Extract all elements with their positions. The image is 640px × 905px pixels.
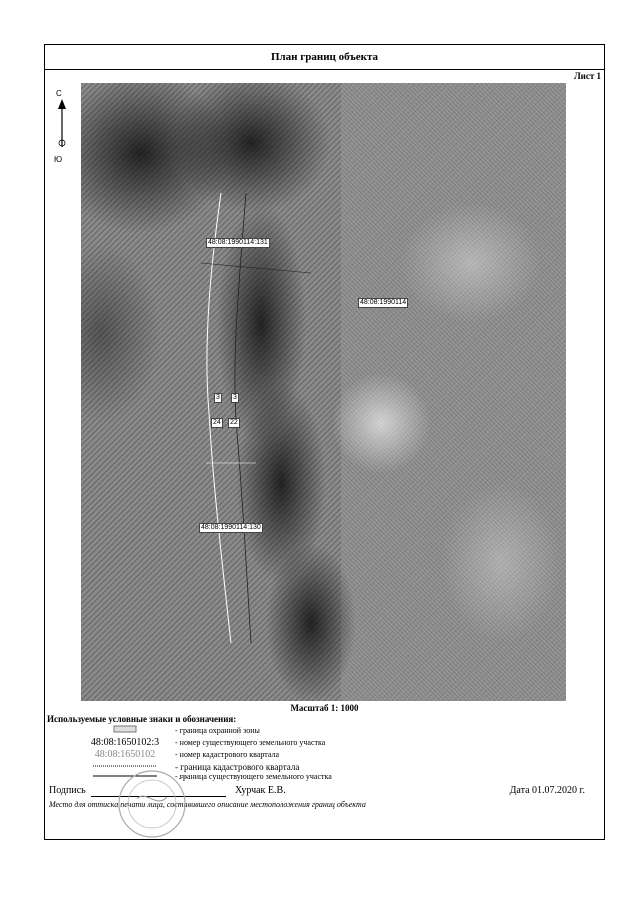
signature-label: Подпись <box>49 785 86 796</box>
quarter-label: 48:08:1990114 <box>360 299 407 306</box>
legend-text: - номер существующего земельного участка <box>175 738 326 747</box>
document-title: План границ объекта <box>45 45 604 70</box>
map-scale: Масштаб 1: 1000 <box>290 703 359 713</box>
parcel-label: 48:08:1990114:130 <box>201 524 261 531</box>
seal-stamp-icon <box>117 769 187 839</box>
legend-text: - граница кадастрового квартала <box>175 762 300 772</box>
point-label: 24 <box>213 419 221 426</box>
stamp-note: Место для оттиска печати лица, составившего описание местоположения границ объекта <box>49 800 366 809</box>
legend-row <box>45 725 604 737</box>
document-frame <box>44 44 605 840</box>
point-label: 3 <box>216 394 220 401</box>
point-label: 3 <box>233 394 237 401</box>
sheet-number: Лист 1 <box>573 71 601 81</box>
legend-text: - граница существующего земельного участка <box>175 772 332 781</box>
north-label: С <box>56 89 62 98</box>
satellite-map <box>81 83 566 701</box>
south-label: Ю <box>54 155 63 164</box>
parcel-label: 48:08:1990114:131 <box>208 239 268 246</box>
legend-text: - номер кадастрового квартала <box>175 750 280 759</box>
legend-symbol: 48:08:1650102:3 <box>90 737 160 748</box>
legend-row <box>45 737 604 749</box>
map-image <box>81 83 566 701</box>
legend-row <box>45 749 604 761</box>
legend-text: - граница охранной зоны <box>175 726 260 735</box>
point-label: 22 <box>230 419 238 426</box>
legend-symbol: 48:08:1650102 <box>94 749 156 760</box>
protection-zone-icon <box>113 725 137 733</box>
north-arrow <box>52 89 72 169</box>
legend-title: Используемые условные знаки и обозначения: <box>47 714 237 724</box>
signature-date: Дата 01.07.2020 г. <box>509 785 585 796</box>
signer-name: Хурчак Е.В. <box>235 785 286 796</box>
legend-symbol <box>75 725 175 736</box>
